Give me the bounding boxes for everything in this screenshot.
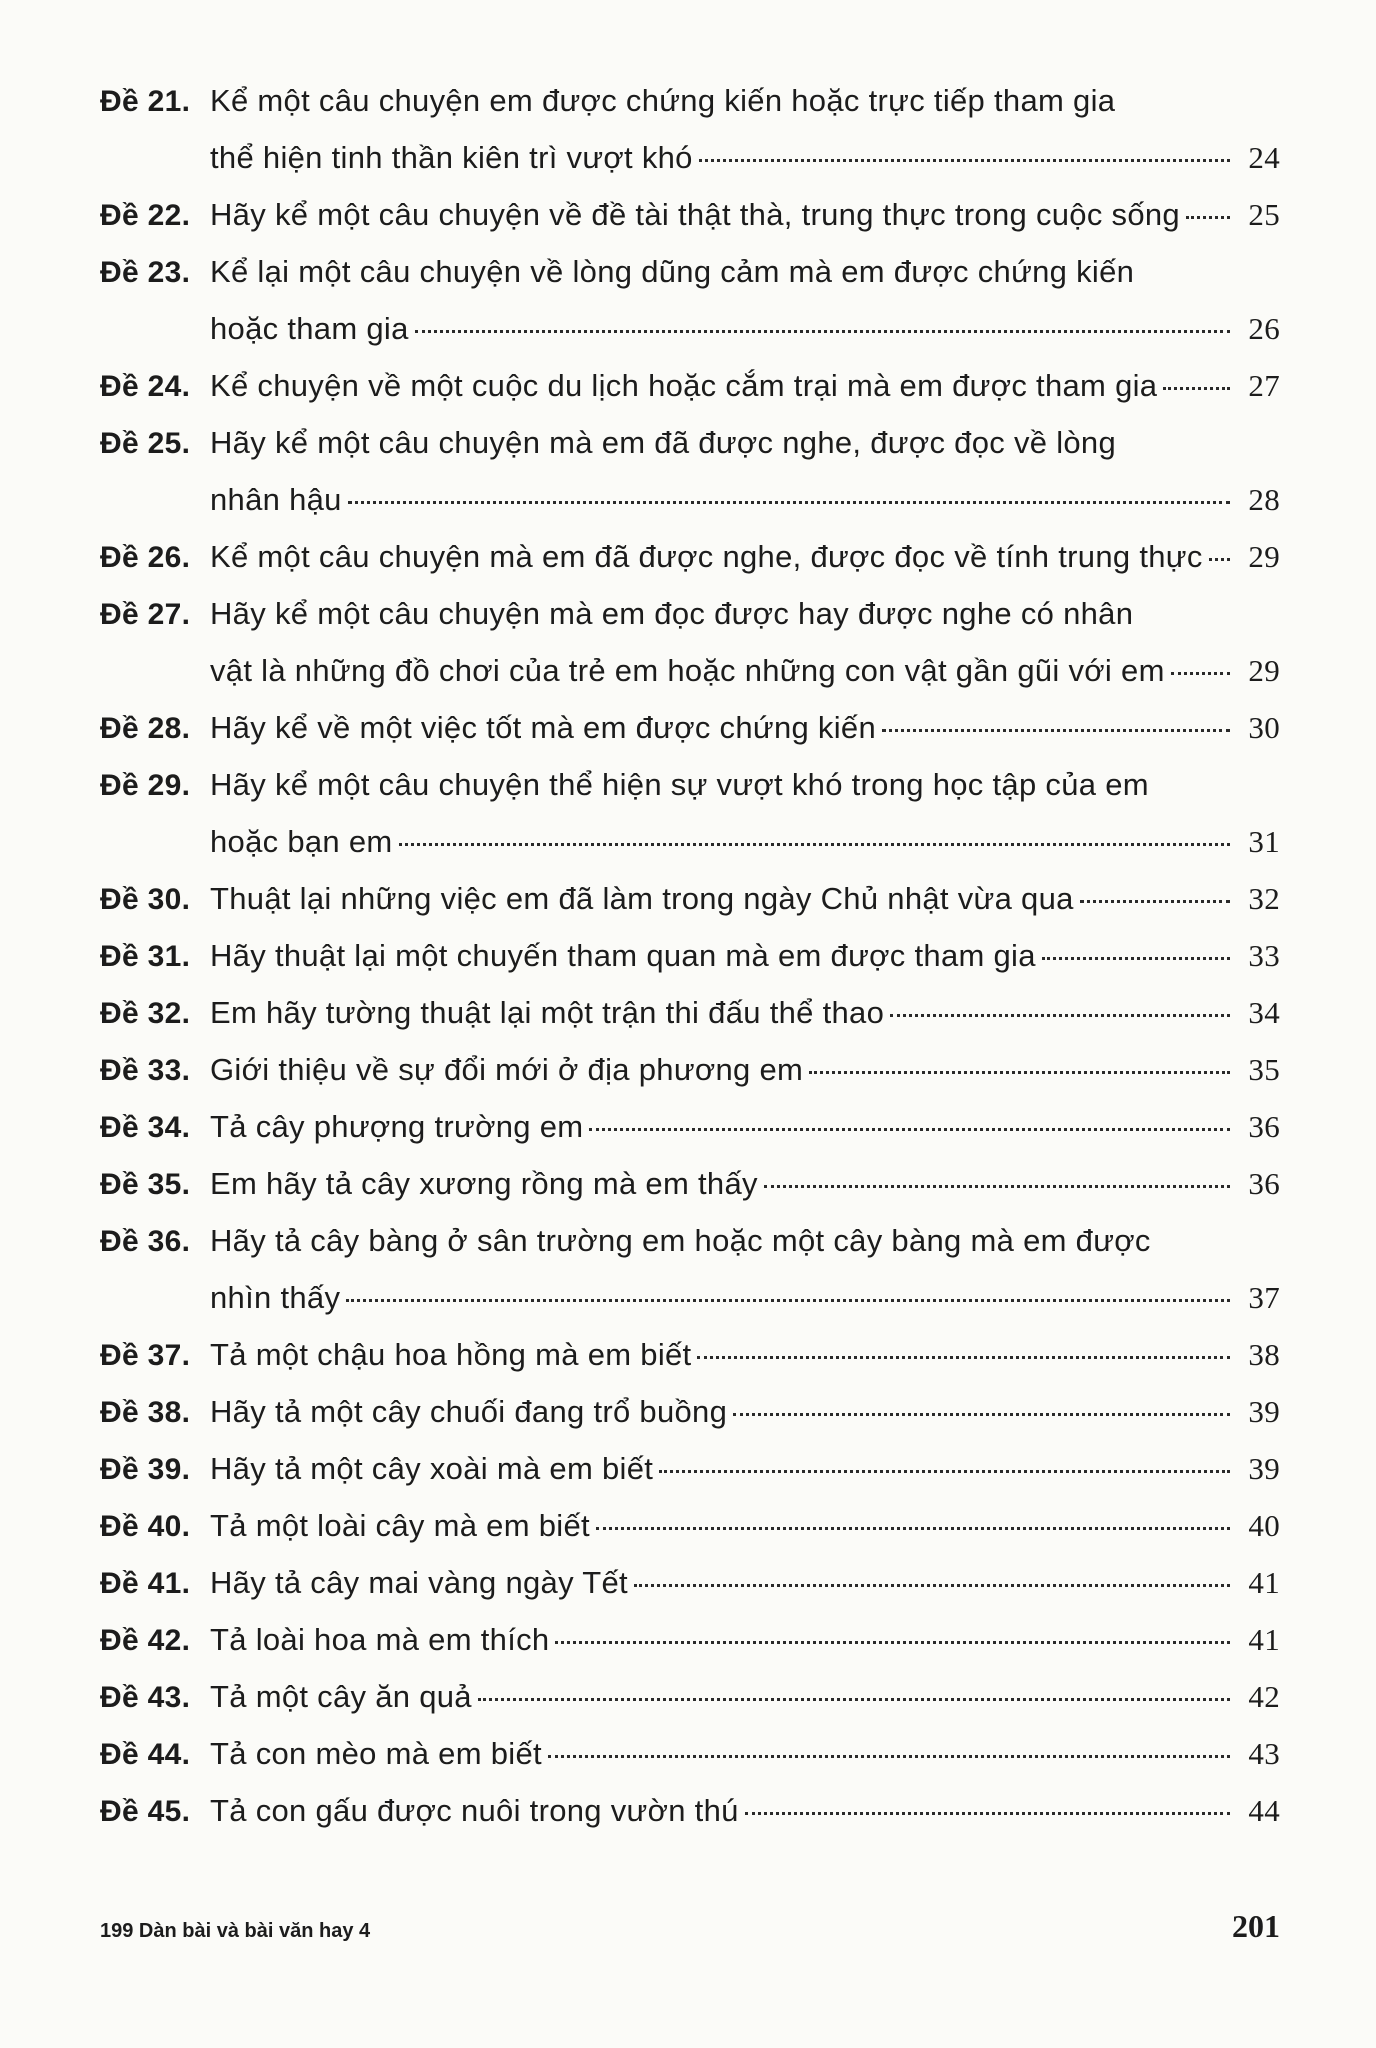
toc-entry-number: 41. (147, 1567, 191, 1600)
toc-entry (100, 756, 1280, 870)
toc-entry-number: 31. (147, 940, 191, 973)
toc-entry-page: 36 (1248, 1166, 1280, 1201)
dot-leader (659, 1470, 1230, 1473)
toc-entry-line (100, 813, 1280, 870)
toc-entry-line (100, 357, 1280, 414)
dot-leader (634, 1584, 1230, 1587)
toc-entry-line (100, 756, 1280, 813)
toc-entry-page: 41 (1248, 1622, 1280, 1657)
dot-leader (764, 1185, 1230, 1188)
toc-entry (100, 699, 1280, 756)
toc-entry-word: Đề (100, 1510, 139, 1543)
toc-entry (100, 72, 1280, 186)
toc-entry-title: Hãy tả một cây chuối đang trổ buồng (210, 1394, 728, 1429)
toc-entry-title: Hãy kể một câu chuyện mà em đã được nghe, được đọc về lòng (210, 425, 1117, 460)
toc-entry-page: 31 (1248, 824, 1280, 859)
toc-entry (100, 414, 1280, 528)
toc-entry-title: Hãy tả cây bàng ở sân trường em hoặc một cây bàng mà em được (210, 1223, 1151, 1258)
toc-entry-label (100, 700, 210, 757)
toc-entry-page: 41 (1248, 1565, 1280, 1600)
toc-entry-label (100, 1213, 210, 1270)
dot-leader (697, 1356, 1230, 1359)
dot-leader (1163, 387, 1230, 390)
toc-entry-word: Đề (100, 1453, 139, 1486)
toc-entry-number: 43. (147, 1681, 191, 1714)
toc-entry-title: Kể lại một câu chuyện về lòng dũng cảm mà em được chứng kiến (210, 254, 1135, 289)
toc-entry-line (100, 1611, 1280, 1668)
toc-entry-page: 34 (1248, 995, 1280, 1030)
toc-entry (100, 186, 1280, 243)
toc-entry-number: 28. (147, 712, 191, 745)
footer-book-title: 199 Dàn bài và bài văn hay 4 (100, 1920, 371, 1942)
toc-entry-line (100, 927, 1280, 984)
toc-entry-title: vật là những đồ chơi của trẻ em hoặc những con vật gần gũi với em (210, 653, 1165, 688)
footer-page-number: 201 (1232, 1908, 1280, 1944)
toc-entry-title: Hãy kể một câu chuyện thể hiện sự vượt khó trong học tập của em (210, 767, 1149, 802)
toc-entry-word: Đề (100, 85, 139, 118)
toc-entry-label (100, 1612, 210, 1669)
toc-entry-title: Tả cây phượng trường em (210, 1109, 584, 1144)
dot-leader (399, 843, 1230, 846)
toc-entry-title: thể hiện tinh thần kiên trì vượt khó (210, 140, 693, 175)
toc-entry-label (100, 1555, 210, 1612)
toc-entry-page: 44 (1248, 1793, 1280, 1828)
toc-entry-line (100, 300, 1280, 357)
toc-entry-word: Đề (100, 1168, 139, 1201)
dot-leader (745, 1812, 1230, 1815)
toc-entry-line (100, 642, 1280, 699)
toc-entry-label (100, 73, 210, 130)
toc-entry-line (100, 1212, 1280, 1269)
toc-entry (100, 870, 1280, 927)
toc-entry-page: 38 (1248, 1337, 1280, 1372)
dot-leader (1186, 216, 1230, 219)
toc-entry-word: Đề (100, 997, 139, 1030)
toc-entry-line (100, 1554, 1280, 1611)
toc-entry (100, 1098, 1280, 1155)
toc-entry (100, 1155, 1280, 1212)
toc-entry-line (100, 1041, 1280, 1098)
toc-entry-line (100, 243, 1280, 300)
toc-entry-title: Hãy kể về một việc tốt mà em được chứng kiến (210, 710, 877, 745)
dot-leader (478, 1698, 1230, 1701)
toc-entry-page: 36 (1248, 1109, 1280, 1144)
toc-entry-line (100, 129, 1280, 186)
toc-entry-word: Đề (100, 427, 139, 460)
toc-entry-label (100, 1042, 210, 1099)
toc-entry (100, 1041, 1280, 1098)
toc-entry-word: Đề (100, 1795, 139, 1828)
dot-leader (555, 1641, 1230, 1644)
toc-entry-page: 40 (1248, 1508, 1280, 1543)
toc-entry-number: 32. (147, 997, 191, 1030)
dot-leader (415, 330, 1230, 333)
toc-entry-title: Hãy tả cây mai vàng ngày Tết (210, 1565, 628, 1600)
page-footer (100, 1908, 1280, 1945)
toc-entry-word: Đề (100, 1111, 139, 1144)
toc-entry (100, 585, 1280, 699)
toc-entry-label (100, 1384, 210, 1441)
toc-entry (100, 927, 1280, 984)
toc-entry-word: Đề (100, 712, 139, 745)
toc-entry-number: 21. (147, 85, 191, 118)
toc-entry-number: 45. (147, 1795, 191, 1828)
toc-entry (100, 1611, 1280, 1668)
dot-leader (589, 1128, 1230, 1131)
toc-entry-line (100, 1782, 1280, 1839)
toc-entry-page: 39 (1248, 1451, 1280, 1486)
toc-entry-word: Đề (100, 1738, 139, 1771)
toc-entry-page: 42 (1248, 1679, 1280, 1714)
toc-entry-title: Kể một câu chuyện mà em đã được nghe, được đọc về tính trung thực (210, 539, 1203, 574)
toc-entry-label (100, 871, 210, 928)
toc-entry-title: Em hãy tả cây xương rồng mà em thấy (210, 1166, 758, 1201)
toc-entry-title: nhân hậu (210, 482, 342, 517)
toc-entry-label (100, 1726, 210, 1783)
toc-entry-number: 26. (147, 541, 191, 574)
toc-entry-label (100, 415, 210, 472)
toc-entry-label (100, 1783, 210, 1840)
toc-entry-number: 38. (147, 1396, 191, 1429)
toc-entry-number: 40. (147, 1510, 191, 1543)
toc-entry-label (100, 358, 210, 415)
dot-leader (1080, 900, 1230, 903)
toc-entry-word: Đề (100, 541, 139, 574)
toc-entry-title: Hãy kể một câu chuyện về đề tài thật thà, trung thực trong cuộc sống (210, 197, 1180, 232)
toc-entry-title: Kể chuyện về một cuộc du lịch hoặc cắm trại mà em được tham gia (210, 368, 1158, 403)
toc-entry-number: 30. (147, 883, 191, 916)
toc-entry-line (100, 984, 1280, 1041)
toc-entry-word: Đề (100, 199, 139, 232)
toc-entry-number: 29. (147, 769, 191, 802)
toc-entry-label (100, 1156, 210, 1213)
dot-leader (1042, 957, 1230, 960)
dot-leader (733, 1413, 1230, 1416)
toc-entry-title: Tả loài hoa mà em thích (210, 1622, 550, 1657)
toc-entry (100, 1440, 1280, 1497)
toc-entry-word: Đề (100, 1339, 139, 1372)
toc-entry-line (100, 1725, 1280, 1782)
toc-entry-line (100, 186, 1280, 243)
toc-entry-label (100, 1441, 210, 1498)
toc-entry-page: 30 (1248, 710, 1280, 745)
table-of-contents (100, 72, 1280, 1839)
dot-leader (890, 1014, 1230, 1017)
toc-entry-line (100, 414, 1280, 471)
toc-entry-line (100, 1269, 1280, 1326)
dot-leader (346, 1299, 1230, 1302)
toc-entry-line (100, 471, 1280, 528)
toc-entry-line (100, 1098, 1280, 1155)
toc-entry-number: 35. (147, 1168, 191, 1201)
toc-entry-page: 27 (1248, 368, 1280, 403)
toc-entry-title: Kể một câu chuyện em được chứng kiến hoặc trực tiếp tham gia (210, 83, 1116, 118)
toc-entry-label (100, 757, 210, 814)
toc-entry-page: 32 (1248, 881, 1280, 916)
toc-entry-number: 37. (147, 1339, 191, 1372)
dot-leader (1209, 558, 1230, 561)
toc-entry-word: Đề (100, 940, 139, 973)
toc-entry-page: 28 (1248, 482, 1280, 517)
toc-entry-number: 25. (147, 427, 191, 460)
toc-entry-line (100, 1440, 1280, 1497)
toc-entry-number: 39. (147, 1453, 191, 1486)
toc-entry-page: 33 (1248, 938, 1280, 973)
toc-entry-title: Giới thiệu về sự đổi mới ở địa phương em (210, 1052, 804, 1087)
toc-entry-page: 26 (1248, 311, 1280, 346)
toc-entry-title: Hãy thuật lại một chuyến tham quan mà em được tham gia (210, 938, 1036, 973)
toc-entry-title: Tả một cây ăn quả (210, 1679, 472, 1714)
toc-entry-line (100, 699, 1280, 756)
toc-entry-word: Đề (100, 883, 139, 916)
toc-entry-number: 34. (147, 1111, 191, 1144)
toc-entry-word: Đề (100, 1054, 139, 1087)
toc-entry (100, 1326, 1280, 1383)
toc-entry-page: 35 (1248, 1052, 1280, 1087)
toc-entry-title: Tả con mèo mà em biết (210, 1736, 542, 1771)
toc-entry-word: Đề (100, 769, 139, 802)
toc-entry-title: Em hãy tường thuật lại một trận thi đấu thể thao (210, 995, 885, 1030)
toc-entry-line (100, 528, 1280, 585)
toc-entry-number: 33. (147, 1054, 191, 1087)
toc-entry-label (100, 244, 210, 301)
toc-entry-number: 42. (147, 1624, 191, 1657)
dot-leader (1171, 672, 1230, 675)
toc-entry-line (100, 1497, 1280, 1554)
toc-entry-page: 24 (1248, 140, 1280, 175)
toc-entry-line (100, 1155, 1280, 1212)
dot-leader (882, 729, 1230, 732)
toc-entry-label (100, 928, 210, 985)
toc-entry-page: 29 (1248, 653, 1280, 688)
toc-entry (100, 357, 1280, 414)
toc-entry (100, 1668, 1280, 1725)
toc-entry-word: Đề (100, 370, 139, 403)
toc-entry-title: Tả một loài cây mà em biết (210, 1508, 590, 1543)
dot-leader (809, 1071, 1230, 1074)
toc-entry-label (100, 985, 210, 1042)
toc-entry-line (100, 72, 1280, 129)
toc-entry-word: Đề (100, 1396, 139, 1429)
dot-leader (348, 501, 1230, 504)
toc-entry (100, 1383, 1280, 1440)
toc-entry (100, 243, 1280, 357)
toc-entry-word: Đề (100, 1567, 139, 1600)
toc-entry-word: Đề (100, 1681, 139, 1714)
toc-entry (100, 1554, 1280, 1611)
toc-entry-number: 23. (147, 256, 191, 289)
toc-entry-title: hoặc bạn em (210, 824, 393, 859)
toc-entry (100, 1725, 1280, 1782)
toc-entry (100, 984, 1280, 1041)
toc-entry-word: Đề (100, 1624, 139, 1657)
toc-entry-word: Đề (100, 1225, 139, 1258)
toc-entry-line (100, 870, 1280, 927)
toc-entry-page: 25 (1248, 197, 1280, 232)
toc-entry-label (100, 1669, 210, 1726)
toc-entry-title: Hãy tả một cây xoài mà em biết (210, 1451, 654, 1486)
toc-entry-number: 27. (147, 598, 191, 631)
toc-entry-title: Hãy kể một câu chuyện mà em đọc được hay được nghe có nhân (210, 596, 1134, 631)
toc-entry-label (100, 187, 210, 244)
toc-entry-title: Tả một chậu hoa hồng mà em biết (210, 1337, 692, 1372)
dot-leader (548, 1755, 1230, 1758)
toc-entry-label (100, 586, 210, 643)
toc-entry-label (100, 1327, 210, 1384)
toc-entry-number: 24. (147, 370, 191, 403)
toc-entry-label (100, 1099, 210, 1156)
toc-entry-title: Tả con gấu được nuôi trong vườn thú (210, 1793, 739, 1828)
toc-entry-number: 22. (147, 199, 191, 232)
toc-entry (100, 1782, 1280, 1839)
toc-entry-page: 37 (1248, 1280, 1280, 1315)
toc-entry-page: 43 (1248, 1736, 1280, 1771)
toc-entry-word: Đề (100, 256, 139, 289)
toc-entry-number: 44. (147, 1738, 191, 1771)
toc-entry-number: 36. (147, 1225, 191, 1258)
dot-leader (699, 159, 1230, 162)
toc-entry-line (100, 1326, 1280, 1383)
toc-entry-title: hoặc tham gia (210, 311, 409, 346)
toc-entry-title: Thuật lại những việc em đã làm trong ngày Chủ nhật vừa qua (210, 881, 1074, 916)
toc-entry-page: 29 (1248, 539, 1280, 574)
toc-entry-word: Đề (100, 598, 139, 631)
toc-entry-title: nhìn thấy (210, 1280, 341, 1315)
dot-leader (596, 1527, 1230, 1530)
toc-entry-line (100, 1668, 1280, 1725)
toc-entry-label (100, 529, 210, 586)
toc-entry (100, 1212, 1280, 1326)
toc-entry (100, 1497, 1280, 1554)
toc-entry-page: 39 (1248, 1394, 1280, 1429)
toc-entry-label (100, 1498, 210, 1555)
toc-entry (100, 528, 1280, 585)
toc-entry-line (100, 1383, 1280, 1440)
toc-entry-line (100, 585, 1280, 642)
